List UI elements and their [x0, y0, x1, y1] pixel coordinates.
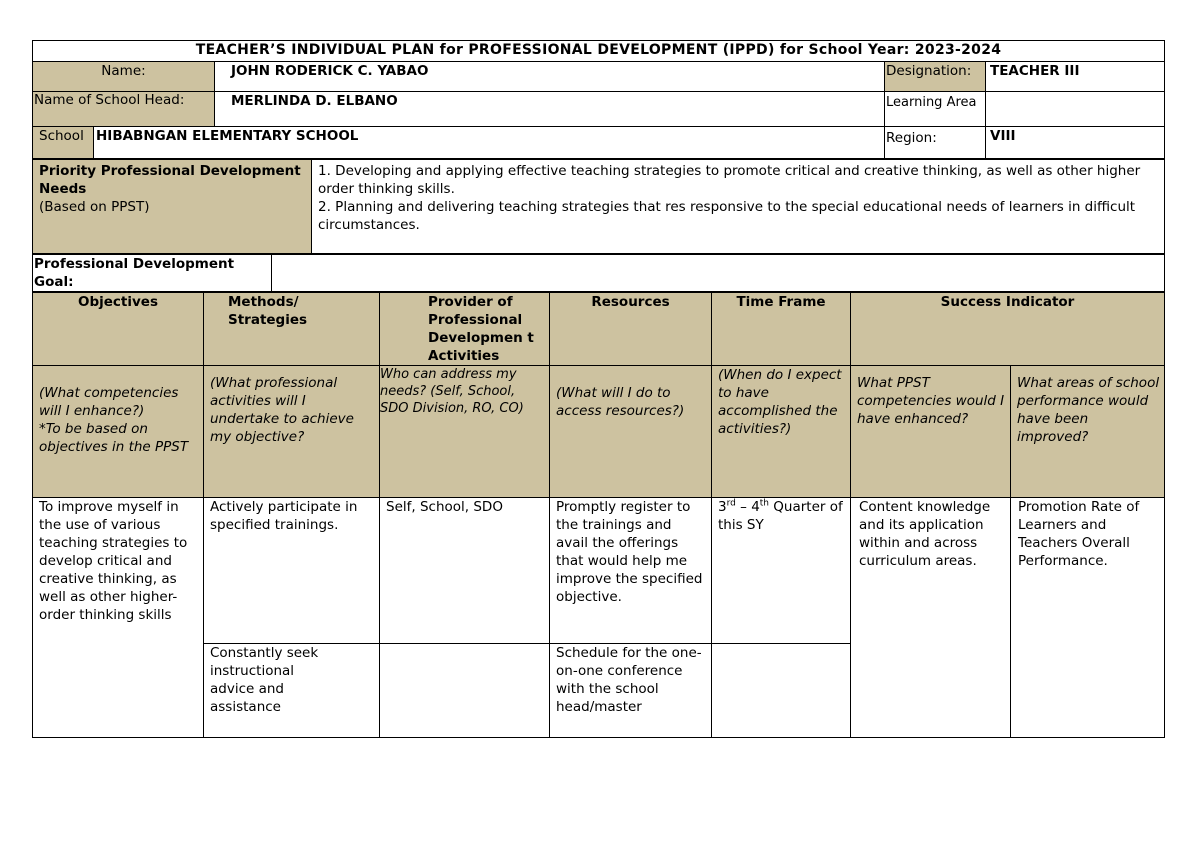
time-start: 3: [718, 499, 727, 515]
region-label: Region:: [885, 127, 986, 159]
name-label: Name:: [33, 62, 215, 92]
row1-provider: Self, School, SDO: [380, 498, 550, 644]
row2-provider: [380, 644, 550, 738]
guide-objectives-question: (What competencies will I enhance?): [39, 385, 179, 419]
row2-resources: Schedule for the one-on-one conference with the school head/master: [550, 644, 712, 738]
time-sup-a: rd: [726, 498, 736, 509]
designation-label: Designation:: [885, 62, 986, 92]
row1-objective: To improve myself in the use of various teaching strategies to develop critical and creative thinking, as well as other higher-order thinking skills: [33, 498, 204, 738]
row1-resources: Promptly register to the trainings and avail the offerings that would help me improve the specified objective.: [550, 498, 712, 644]
guide-objectives: [33, 366, 204, 498]
header-table: [32, 40, 1165, 159]
guide-methods: (What professional activities will I undertake to achieve my objective?: [204, 366, 380, 498]
header-provider: Provider of Professional Developmen t Activities: [380, 293, 550, 366]
form-title: TEACHER’S INDIVIDUAL PLAN for PROFESSIONAL DEVELOPMENT (IPPD) for School Year: 2023-2024: [33, 41, 1165, 62]
plan-table: [32, 292, 1165, 738]
ippd-form: [32, 40, 1164, 738]
header-methods: Methods/ Strategies: [204, 293, 380, 366]
header-objectives: Objectives: [33, 293, 204, 366]
guide-provider: Who can address my needs? (Self, School, SDO Division, RO, CO): [380, 366, 550, 498]
time-end: Quarter of this SY: [718, 499, 843, 533]
goal-table: [32, 254, 1165, 292]
priority-need-1: 1. Developing and applying effective teaching strategies to promote critical and creative thinking, as well as other higher order thinking skills.: [318, 163, 1141, 197]
goal-value: [272, 255, 1165, 292]
designation-value: TEACHER III: [986, 62, 1165, 92]
header-resources: Resources: [550, 293, 712, 366]
guide-resources: (What will I do to access resources?): [550, 366, 712, 498]
guide-school: What areas of school performance would have been improved?: [1011, 366, 1165, 498]
priority-label-cell: [33, 160, 312, 254]
guide-ppst: What PPST competencies would I have enhanced?: [851, 366, 1011, 498]
priority-table: [32, 159, 1165, 254]
row1-method: Actively participate in specified trainings.: [204, 498, 380, 644]
row1-time-frame: [712, 498, 851, 644]
row2-method: Constantly seek instructional advice and assistance: [204, 644, 380, 738]
school-value: HIBABNGAN ELEMENTARY SCHOOL: [94, 127, 885, 159]
learning-area-value: [986, 92, 1165, 127]
row2-time-frame: [712, 644, 851, 738]
priority-label: Priority Professional Development Needs: [39, 163, 301, 197]
goal-label: Professional Development Goal:: [33, 255, 272, 292]
time-sup-b: th: [759, 498, 770, 509]
header-success-indicator: Success Indicator: [851, 293, 1165, 366]
header-time-frame: Time Frame: [712, 293, 851, 366]
school-head-label: Name of School Head:: [33, 92, 215, 127]
guide-time-frame: (When do I expect to have accomplished the activities?): [712, 366, 851, 498]
guide-objectives-note: *To be based on objectives in the PPST: [39, 421, 189, 455]
learning-area-label: Learning Area: [885, 92, 986, 127]
priority-need-2: 2. Planning and delivering teaching strategies that res responsive to the special educational needs of learners in difficult circumstances.: [318, 199, 1136, 233]
school-label: School: [33, 127, 94, 159]
region-value: VIII: [986, 127, 1165, 159]
priority-sub: (Based on PPST): [39, 199, 150, 215]
name-value: JOHN RODERICK C. YABAO: [215, 62, 885, 92]
priority-needs: [312, 160, 1165, 254]
school-head-value: MERLINDA D. ELBANO: [215, 92, 885, 127]
row1-school: Promotion Rate of Learners and Teachers Overall Performance.: [1011, 498, 1165, 738]
row1-ppst: Content knowledge and its application within and across curriculum areas.: [851, 498, 1011, 738]
time-mid: – 4: [735, 499, 760, 515]
